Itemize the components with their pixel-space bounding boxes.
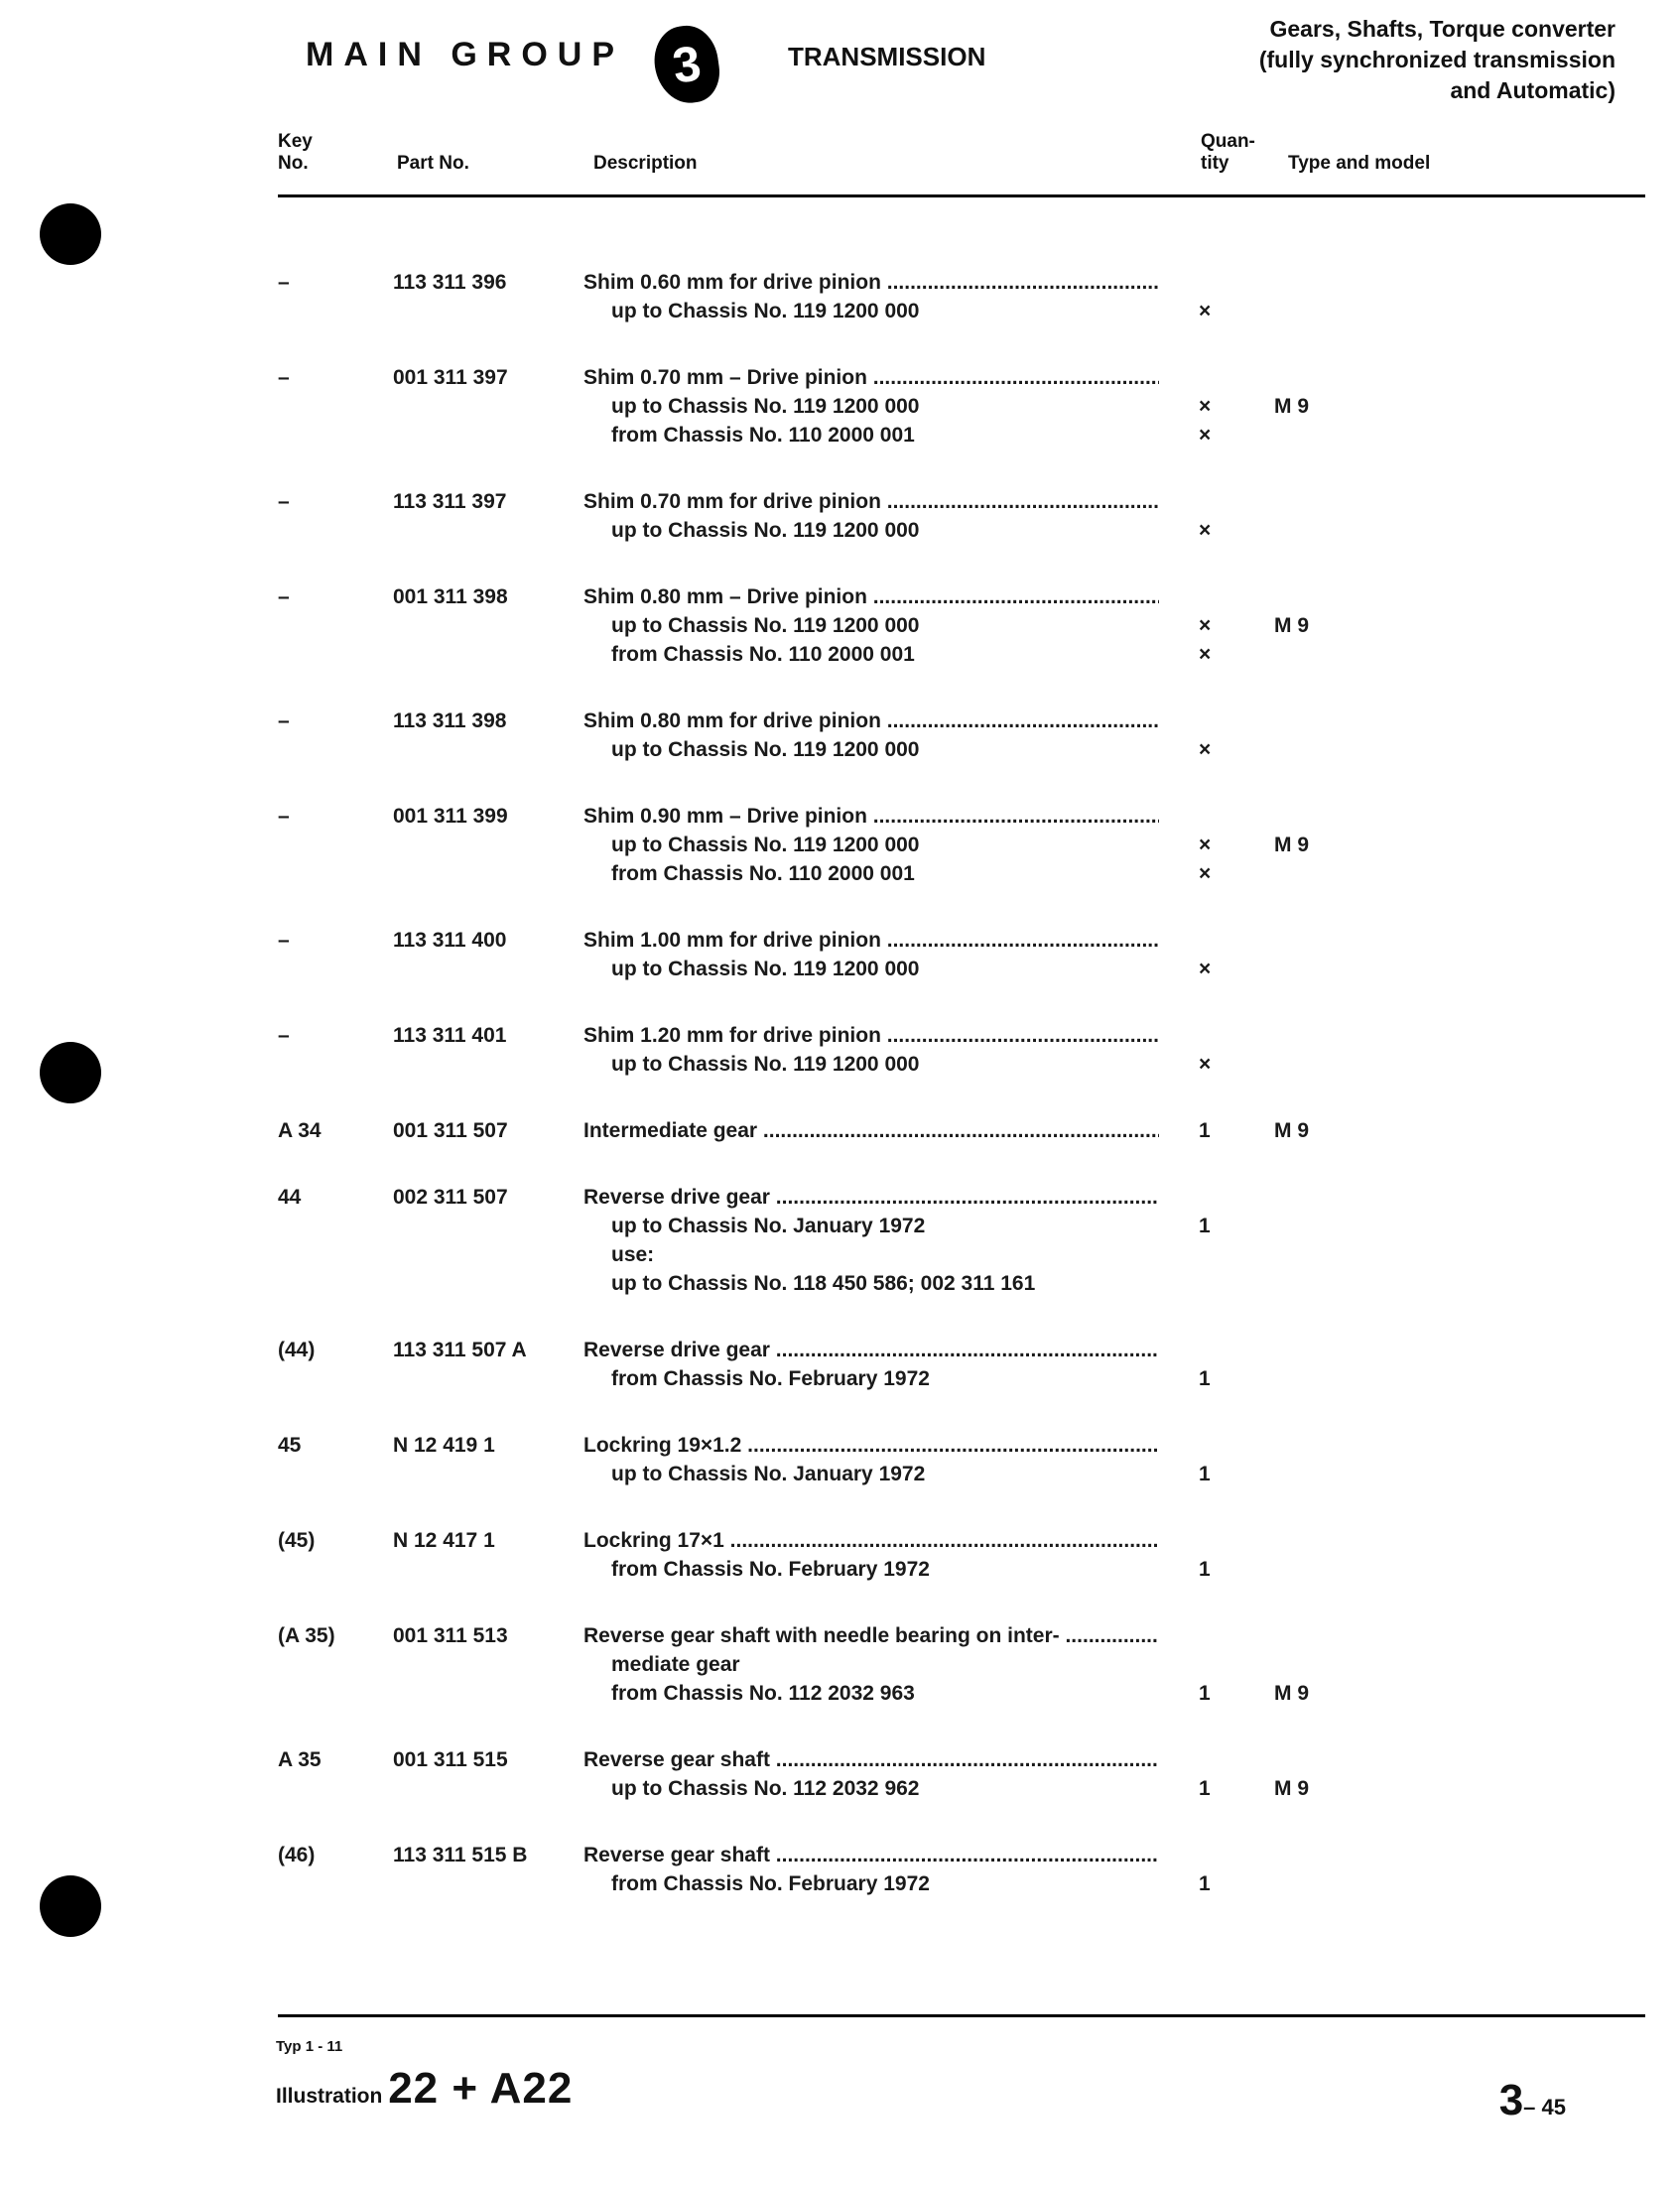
- table-row: [276, 582, 1645, 669]
- description: [583, 1116, 1159, 1145]
- table-row: [276, 1021, 1645, 1079]
- section-subtitle: [1259, 14, 1615, 106]
- key-number: A 35: [278, 1748, 322, 1771]
- description-line: up to Chassis No. 119 1200 000: [611, 614, 920, 637]
- part-number: 001 311 399: [393, 805, 508, 828]
- page-number: [1499, 2076, 1566, 2125]
- description-line: Shim 1.20 mm for drive pinion .....: [583, 1021, 1159, 1050]
- key-number: A 34: [278, 1119, 322, 1142]
- type-model: [1274, 802, 1354, 888]
- quantity: [1199, 1841, 1238, 1898]
- description-line: from Chassis No. 110 2000 001: [611, 643, 915, 666]
- subtitle-line: Gears, Shafts, Torque converter: [1269, 16, 1615, 42]
- type-model: [1274, 1526, 1354, 1584]
- description: [583, 926, 1159, 983]
- table-row: [276, 1116, 1645, 1145]
- description-line: Intermediate gear .....: [583, 1116, 1159, 1145]
- quantity-value: [1199, 1240, 1238, 1269]
- description: [583, 707, 1159, 764]
- quantity-value: [1199, 1431, 1238, 1460]
- table-row: [276, 926, 1645, 983]
- key-number: (A 35): [278, 1624, 335, 1647]
- part-number: 001 311 397: [393, 366, 508, 389]
- key-number: –: [278, 929, 290, 952]
- description-line: Reverse gear shaft with needle bearing on inter- .....: [583, 1621, 1159, 1650]
- illustration-number: 22 + A22: [388, 2064, 574, 2113]
- description-line: Reverse drive gear .....: [583, 1336, 1159, 1364]
- description: [583, 1183, 1159, 1298]
- quantity: [1199, 1116, 1238, 1145]
- type-model: [1274, 707, 1354, 764]
- type-model-header: Type and model: [1288, 153, 1431, 174]
- key-no-header: [278, 131, 313, 175]
- type-model-value: M 9: [1274, 1777, 1310, 1800]
- description-line: from Chassis No. 110 2000 001: [611, 862, 915, 885]
- group-number-badge: 3: [650, 22, 723, 107]
- key-number: (46): [278, 1844, 316, 1866]
- type-model-value: [1274, 640, 1354, 669]
- type-model: [1274, 1841, 1354, 1898]
- binder-hole-bottom: [40, 1875, 101, 1937]
- type-model: [1274, 1021, 1354, 1079]
- type-model: [1274, 363, 1354, 450]
- page-header: [276, 16, 1645, 117]
- type-model-value: M 9: [1274, 614, 1310, 637]
- key-number: –: [278, 805, 290, 828]
- quantity-value: [1199, 1650, 1238, 1679]
- key-number: 45: [278, 1434, 302, 1457]
- type-model: [1274, 1336, 1354, 1393]
- type-model-value: [1274, 1021, 1354, 1050]
- part-number: 113 311 401: [393, 1024, 507, 1047]
- quantity: [1199, 1336, 1238, 1393]
- binder-hole-top: [40, 203, 101, 265]
- quantity-value: [1199, 268, 1238, 297]
- subtitle-line: (fully synchronized transmission: [1258, 47, 1615, 72]
- description: [583, 802, 1159, 888]
- description-line: up to Chassis No. 119 1200 000: [611, 1053, 920, 1076]
- quantity-value: 1: [1199, 1872, 1211, 1895]
- description-line: up to Chassis No. 119 1200 000: [611, 738, 920, 761]
- description-line: up to Chassis No. 119 1200 000: [611, 834, 920, 856]
- type-model: [1274, 1431, 1354, 1488]
- description-line: up to Chassis No. 119 1200 000: [611, 395, 920, 418]
- catalog-page: [276, 0, 1645, 2185]
- type-model-value: [1274, 955, 1354, 983]
- description-line: up to Chassis No. 118 450 586; 002 311 161: [611, 1272, 1036, 1295]
- type-model: [1274, 268, 1354, 325]
- quantity: [1199, 487, 1238, 545]
- type-model-value: [1274, 859, 1354, 888]
- description: [583, 582, 1159, 669]
- key-number: 44: [278, 1186, 302, 1209]
- parts-list: [276, 268, 1645, 1936]
- subtitle-line: and Automatic): [1450, 77, 1615, 103]
- table-row: [276, 1745, 1645, 1803]
- quantity: [1199, 926, 1238, 983]
- quantity-value: ×: [1199, 424, 1212, 447]
- part-number: 113 311 515 B: [393, 1844, 528, 1866]
- description-line: Shim 1.00 mm for drive pinion .....: [583, 926, 1159, 955]
- quantity-value: [1199, 802, 1238, 831]
- quantity: [1199, 268, 1238, 325]
- quantity-value: 1: [1199, 1215, 1211, 1237]
- quantity: [1199, 363, 1238, 450]
- description-line: up to Chassis No. January 1972: [611, 1215, 926, 1237]
- quantity-value: ×: [1199, 834, 1212, 856]
- quantity: [1199, 1526, 1238, 1584]
- description-line: Lockring 19×1.2 .....: [583, 1431, 1159, 1460]
- type-model-value: [1274, 1621, 1354, 1650]
- type-model: [1274, 582, 1354, 669]
- key-no-header-line: Key: [278, 131, 313, 152]
- key-number: –: [278, 709, 290, 732]
- page-number-sub: – 45: [1523, 2095, 1566, 2120]
- quantity: [1199, 1621, 1238, 1708]
- type-model-value: [1274, 1269, 1354, 1298]
- type-model-value: [1274, 268, 1354, 297]
- description: [583, 1431, 1159, 1488]
- type-model-value: [1274, 1650, 1354, 1679]
- quantity-value: [1199, 1841, 1238, 1869]
- description-line: up to Chassis No. 119 1200 000: [611, 958, 920, 980]
- description-line: Shim 0.80 mm – Drive pinion .....: [583, 582, 1159, 611]
- quantity: [1199, 802, 1238, 888]
- description: [583, 487, 1159, 545]
- quantity-value: [1199, 363, 1238, 392]
- description-line: Shim 0.60 mm for drive pinion .....: [583, 268, 1159, 297]
- quantity-value: 1: [1199, 1367, 1211, 1390]
- quantity-header-line: Quan-: [1201, 131, 1255, 152]
- type-model-value: [1274, 926, 1354, 955]
- quantity-value: ×: [1199, 395, 1212, 418]
- table-row: [276, 363, 1645, 450]
- key-number: –: [278, 271, 290, 294]
- quantity-value: ×: [1199, 614, 1212, 637]
- table-row: [276, 1526, 1645, 1584]
- quantity-value: [1199, 707, 1238, 735]
- quantity: [1199, 582, 1238, 669]
- quantity-value: [1199, 926, 1238, 955]
- part-number: 001 311 507: [393, 1119, 508, 1142]
- quantity-value: 1: [1199, 1558, 1211, 1581]
- type-model: [1274, 926, 1354, 983]
- part-number: 113 311 400: [393, 929, 507, 952]
- table-row: [276, 1336, 1645, 1393]
- part-number: 001 311 515: [393, 1748, 508, 1771]
- description-line: mediate gear: [611, 1653, 740, 1676]
- description: [583, 1021, 1159, 1079]
- part-number: 002 311 507: [393, 1186, 508, 1209]
- quantity-value: ×: [1199, 1053, 1212, 1076]
- quantity: [1199, 1183, 1238, 1298]
- type-model-value: [1274, 1431, 1354, 1460]
- description: [583, 1841, 1159, 1898]
- quantity-value: 1: [1199, 1777, 1211, 1800]
- part-number: N 12 419 1: [393, 1434, 495, 1457]
- type-model-value: M 9: [1274, 1682, 1310, 1705]
- illustration-label: Illustration: [276, 2085, 383, 2108]
- quantity: [1199, 1745, 1238, 1803]
- description-line: up to Chassis No. 119 1200 000: [611, 519, 920, 542]
- quantity-value: [1199, 582, 1238, 611]
- quantity-value: [1199, 1526, 1238, 1555]
- quantity-value: ×: [1199, 519, 1212, 542]
- table-row: [276, 1431, 1645, 1488]
- description-line: up to Chassis No. 112 2032 962: [611, 1777, 920, 1800]
- table-row: [276, 487, 1645, 545]
- type-model-value: [1274, 516, 1354, 545]
- section-title: TRANSMISSION: [788, 42, 986, 71]
- quantity-value: 1: [1199, 1682, 1211, 1705]
- part-number: 113 311 507 A: [393, 1339, 527, 1361]
- description-line: Reverse gear shaft .....: [583, 1745, 1159, 1774]
- quantity-value: [1199, 1183, 1238, 1212]
- table-row: [276, 268, 1645, 325]
- description-line: from Chassis No. 110 2000 001: [611, 424, 915, 447]
- quantity-value: ×: [1199, 300, 1212, 322]
- type-model-value: [1274, 1745, 1354, 1774]
- part-no-header: Part No.: [397, 153, 469, 174]
- description-line: Lockring 17×1 .....: [583, 1526, 1159, 1555]
- type-model-value: [1274, 1336, 1354, 1364]
- part-number: 001 311 398: [393, 585, 508, 608]
- key-number: (44): [278, 1339, 316, 1361]
- description: [583, 1336, 1159, 1393]
- type-model-value: [1274, 707, 1354, 735]
- description-line: Shim 0.70 mm – Drive pinion .....: [583, 363, 1159, 392]
- key-number: –: [278, 1024, 290, 1047]
- description: [583, 1526, 1159, 1584]
- table-row: [276, 1183, 1645, 1298]
- type-model-value: [1274, 1240, 1354, 1269]
- part-number: 113 311 398: [393, 709, 507, 732]
- type-model-value: [1274, 297, 1354, 325]
- type-model-value: [1274, 735, 1354, 764]
- quantity: [1199, 1431, 1238, 1488]
- description: [583, 1745, 1159, 1803]
- description-line: from Chassis No. February 1972: [611, 1367, 930, 1390]
- type-model-value: [1274, 1212, 1354, 1240]
- description-line: up to Chassis No. 119 1200 000: [611, 300, 920, 322]
- key-number: (45): [278, 1529, 316, 1552]
- part-number: 113 311 397: [393, 490, 507, 513]
- description-line: Reverse drive gear .....: [583, 1183, 1159, 1212]
- binder-hole-middle: [40, 1042, 101, 1103]
- table-row: [276, 802, 1645, 888]
- key-number: –: [278, 490, 290, 513]
- key-number: –: [278, 366, 290, 389]
- key-no-header-line: No.: [278, 153, 309, 174]
- quantity-header-line: tity: [1201, 153, 1229, 174]
- description-line: from Chassis No. February 1972: [611, 1558, 930, 1581]
- key-number: –: [278, 585, 290, 608]
- part-number: N 12 417 1: [393, 1529, 495, 1552]
- description-line: up to Chassis No. January 1972: [611, 1463, 926, 1485]
- quantity: [1199, 707, 1238, 764]
- table-row: [276, 707, 1645, 764]
- type-model-value: [1274, 487, 1354, 516]
- description-line: Shim 0.80 mm for drive pinion .....: [583, 707, 1159, 735]
- description-line: from Chassis No. 112 2032 963: [611, 1682, 915, 1705]
- type-model-value: [1274, 1050, 1354, 1079]
- column-headers: [276, 129, 1645, 198]
- type-model: [1274, 1183, 1354, 1298]
- page-number-main: 3: [1498, 2076, 1524, 2124]
- quantity-value: [1199, 1621, 1238, 1650]
- quantity-value: ×: [1199, 738, 1212, 761]
- type-model-value: [1274, 1526, 1354, 1555]
- quantity-value: [1199, 1336, 1238, 1364]
- header-rule: [278, 194, 1645, 197]
- type-model: [1274, 1745, 1354, 1803]
- description-line: Shim 0.70 mm for drive pinion .....: [583, 487, 1159, 516]
- page-footer: [276, 2014, 1645, 2173]
- description: [583, 363, 1159, 450]
- type-model-value: M 9: [1274, 834, 1310, 856]
- part-number: 001 311 513: [393, 1624, 508, 1647]
- type-model-value: [1274, 582, 1354, 611]
- description-header: Description: [593, 153, 698, 174]
- type-model-value: [1274, 1460, 1354, 1488]
- description-line: use:: [611, 1243, 655, 1266]
- type-model-value: M 9: [1274, 395, 1310, 418]
- description: [583, 1621, 1159, 1708]
- quantity-value: [1199, 1269, 1238, 1298]
- quantity-value: 1: [1199, 1463, 1211, 1485]
- quantity: [1199, 1021, 1238, 1079]
- type-model-value: [1274, 1183, 1354, 1212]
- quantity-value: ×: [1199, 862, 1212, 885]
- quantity-value: 1: [1199, 1119, 1211, 1142]
- type-model-value: [1274, 421, 1354, 450]
- quantity-value: [1199, 1745, 1238, 1774]
- quantity-value: ×: [1199, 958, 1212, 980]
- illustration-reference: [276, 2064, 573, 2114]
- table-row: [276, 1621, 1645, 1708]
- description-line: Shim 0.90 mm – Drive pinion .....: [583, 802, 1159, 831]
- description-line: from Chassis No. February 1972: [611, 1872, 930, 1895]
- quantity-value: ×: [1199, 643, 1212, 666]
- quantity-header: [1201, 131, 1255, 175]
- type-model-value: [1274, 1869, 1354, 1898]
- type-model: [1274, 487, 1354, 545]
- type-reference: Typ 1 - 11: [276, 2038, 343, 2055]
- type-model-value: [1274, 1555, 1354, 1584]
- description-line: Reverse gear shaft .....: [583, 1841, 1159, 1869]
- type-model-value: M 9: [1274, 1119, 1310, 1142]
- type-model-value: [1274, 802, 1354, 831]
- type-model-value: [1274, 363, 1354, 392]
- table-row: [276, 1841, 1645, 1898]
- type-model-value: [1274, 1841, 1354, 1869]
- part-number: 113 311 396: [393, 271, 507, 294]
- quantity-value: [1199, 1021, 1238, 1050]
- main-group-label: MAIN GROUP: [306, 36, 624, 73]
- type-model-value: [1274, 1364, 1354, 1393]
- type-model: [1274, 1621, 1354, 1708]
- description: [583, 268, 1159, 325]
- quantity-value: [1199, 487, 1238, 516]
- type-model: [1274, 1116, 1354, 1145]
